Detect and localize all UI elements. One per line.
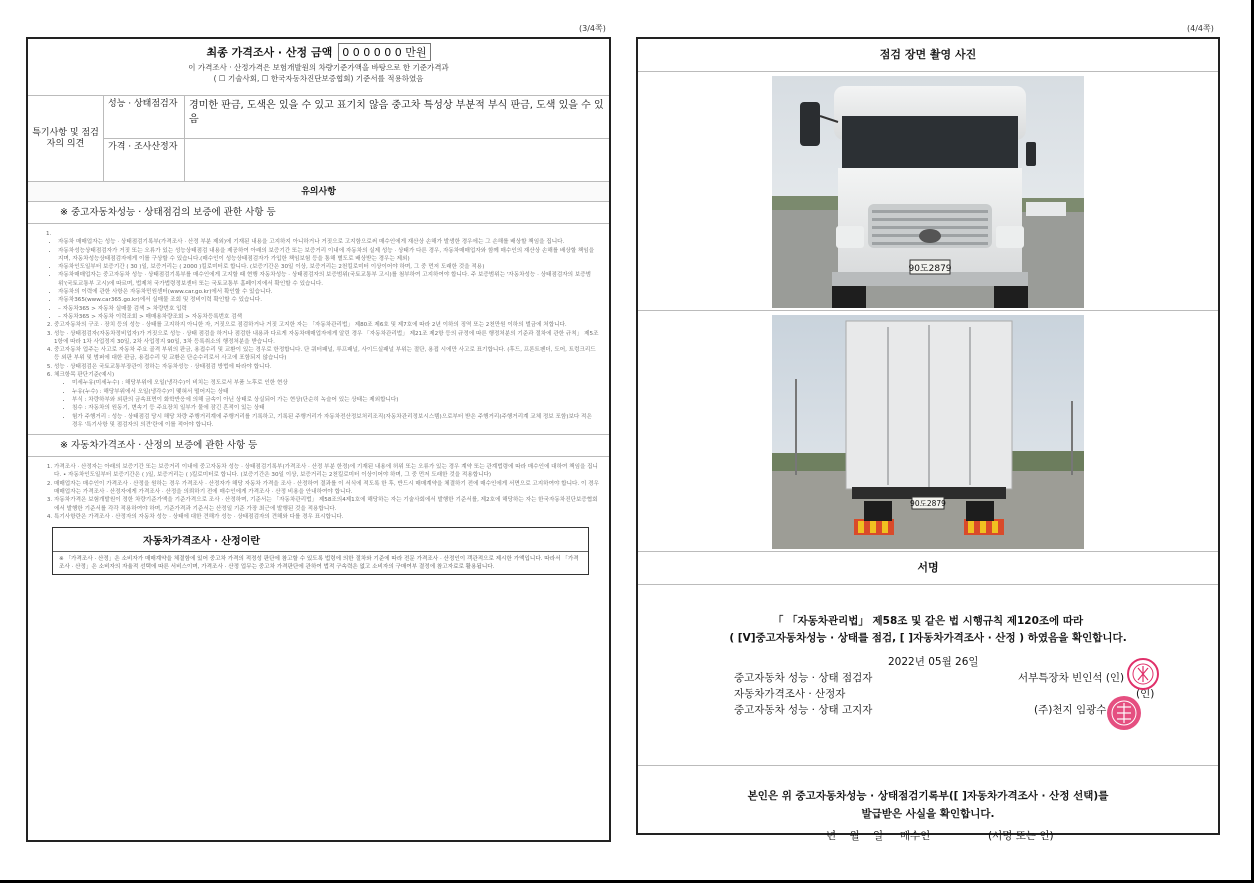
front-photo-cell xyxy=(638,72,1218,311)
final-price-section xyxy=(28,39,609,96)
criteria-item: • 부식 : 차량하부와 외판의 금속표면이 화학반응에 의해 금속이 아닌 상태로 상실되어 가는 현상(단순히 녹슬어 있는 상태는 제외합니다) xyxy=(72,396,599,404)
rear-photo-cell xyxy=(638,311,1218,552)
law-reference: 「 「자동차관리법」 제58조 및 같은 법 시행규칙 제120조에 따라 xyxy=(772,615,1084,627)
final-price-title: 최종 가격조사 · 산정 금액 xyxy=(206,46,333,59)
page-number-left: (3/4쪽) xyxy=(579,24,606,33)
signer-role-inspector: 중고자동차 성능 · 상태 점검자 xyxy=(734,672,873,684)
notice-bullet: • 자동차 매매업자는 성능 · 상태점검기록부(가격조사 · 산정 부분 제외)에 기재된 내용을 고지하지 아니하거나 거짓으로 고지함으로써 매수인에게 재산상 손해가 발생한 경우에는 그 손해를 배상할 책임을 집니다. xyxy=(58,238,599,246)
truck-rear-photo xyxy=(772,315,1084,549)
section1-item1-number: 1. xyxy=(46,231,52,237)
price-notice-item: 4. 특기사항란은 가격조사 · 산정자의 자동차 성능 · 상태에 대한 견해가 성능 · 상태점검자의 견해와 다를 경우 표시합니다. xyxy=(54,513,599,521)
receipt-confirmation xyxy=(638,766,1218,842)
section1-items xyxy=(42,321,599,379)
inspection-notes-panel xyxy=(26,37,611,842)
notice-item: 2. 중고자동차의 구조 · 장치 등의 성능 · 상태를 고지하지 아니한 자, 거짓으로 점검하거나 거짓 고지한 자는 「자동차관리법」 제80조 제6호 및 제7호에 따라 2년 이하의 징역 또는 2천만원 이하의 벌금에 처합니다. xyxy=(54,321,599,329)
signer-role-appraiser: 자동차가격조사 · 산정자 xyxy=(734,688,846,700)
appraiser-opinion-text xyxy=(185,139,609,181)
section1-bullets xyxy=(42,238,599,321)
signer-name-appraiser: (인) xyxy=(1136,688,1155,700)
rear-plate-number: 90도2879 xyxy=(910,499,946,508)
signer-name-notifier: (주)천지 임광수 xyxy=(1034,704,1107,716)
signer-name-inspector: 서부특장차 빈인석 (인) xyxy=(1018,672,1125,684)
photo-section-title: 점검 장면 촬영 사진 xyxy=(638,39,1218,72)
criteria-item: • 누유(누수) : 해당부위에서 오일(냉각수)이 맺혀서 떨어지는 상태 xyxy=(72,388,599,396)
notice-bullet: • 자동차의 이력에 관한 사항은 자동차민원센터(www.car.go.kr)에서 확인할 수 있습니다. xyxy=(58,288,599,296)
criteria-item: • 험가 주행거리 : 성능 · 상태점검 당시 해당 차량 주행거리계에 주행거리를 기록하고, 기록된 주행거리가 자동차전산정보처리조직(자동차관리정보시스템)으로부터 받은 주행거리(주행거리계 교체 정보 포함)보다 적은 경우 '특기사항 및 점검자의 의견'란에 이를 적어야 합니다. xyxy=(72,413,599,430)
appraiser-opinion-label: 가격 · 조사산정자 xyxy=(104,139,185,181)
criteria-item: • 미세누유(미세누수) : 해당부위에 오일(냉각수)이 비치는 정도로서 부품 노후로 인한 현상 xyxy=(72,379,599,387)
notice-item: 5. 성능 · 상태점검은 국토교통부장관이 정하는 자동차성능 · 상태점검 방법에 따라야 합니다. xyxy=(54,363,599,371)
inspection-confirm-line: ( [V]중고자동차성능 · 상태를 점검, [ ]자동차가격조사 · 산정 ) 하였음을 확인합니다. xyxy=(729,632,1127,644)
section2-title: ※ 자동차가격조사 · 산정의 보증에 관한 사항 등 xyxy=(28,435,609,457)
notice-bullet: • 자동차매매업자는 중고자동차 성능 · 상태점검기록부를 매수인에게 고지할 때 현행 자동차성능 · 상태점검자의 보증범위(국토교통부 고시)를 첨부하여 고지하여야 합니다. 주 보증범위는 '자동차성능 · 상태점검자의 보증범위'(국토교통부 고시)에 따르며, 법제처 국가법령정보센터 또는 국토교통부 홈페이지에서 확인할 수 있습니다. xyxy=(58,271,599,288)
photo-signature-panel xyxy=(636,37,1220,842)
notice-bullet: • – 자동차365 > 자동차 실매물 검색 > 차량번호 입력 xyxy=(58,305,599,313)
notice-bullet: • – 자동차365 > 자동차 이력조회 > 매매용차량조회 > 자동차등록번호 검색 xyxy=(58,313,599,321)
inspector-opinion-label: 성능 · 상태점검자 xyxy=(104,96,185,138)
final-price-note-2: ( ☐ 기술사회, ☐ 한국자동차진단보증협회) 기준서를 적용하였음 xyxy=(213,73,424,83)
price-notice-item: 1. 가격조사 · 산정자는 아래의 보증기간 또는 보증거리 이내에 중고자동차 성능 · 상태점검기록부(가격조사 · 산정 부분 한정)에 기재된 내용에 허위 또는 오류가 있는 경우 계약 또는 관계법령에 따라 매수인에 대하여 책임을 집니다. • 자동차인도일부터 보증기간은 ( )일, 보증거리는 ( )킬로미터로 합니다. (보증기간은 30일 이상, 보증거리는 2천킬로미터 이상이어야 하며, 그 중 먼저 도래한 것을 적용합니다) xyxy=(54,463,599,480)
signature-section-title: 서명 xyxy=(638,552,1218,585)
section2-body xyxy=(28,457,609,521)
inspector-seal-stamp xyxy=(1126,657,1160,691)
special-remarks-label: 특기사항 및 점검자의 의견 xyxy=(28,96,104,181)
section2-items xyxy=(42,463,599,521)
special-remarks-section xyxy=(28,96,609,182)
section1-criteria xyxy=(42,379,599,429)
price-definition-title: 자동차가격조사 · 산정이란 xyxy=(53,528,588,552)
section1-body xyxy=(28,224,609,435)
final-price-note-1: 이 가격조사 · 산정가격은 보험개발원의 차량기준가액을 바탕으로 한 기준가격과 xyxy=(188,63,449,72)
notice-item: 6. 체크항목 판단기준(예시) xyxy=(54,371,599,379)
price-notice-item: 3. 자동차가격은 보험개발원이 정한 차량기준가액을 기준가격으로 조사 · 산정하며, 기준서는 「자동차관리법」 제58조의4제1호에 해당하는 자는 기술사회에서 발행한 기준서를, 제2호에 해당하는 자는 한국자동차진단보증협회에서 발행한 기준서를 각각 적용하여야 하며, 기준가격과 기준서는 산정일 기준 가장 최근에 발행된 것을 적용합니다. xyxy=(54,496,599,513)
notice-bullet: • 자동차성능상태점검자가 거짓 또는 오류가 있는 성능상태점검 내용을 제공하여 아래의 보증기간 또는 보증거리 이내에 자동차의 실제 성능 · 상태가 다른 경우, 자동차매매업자와 함께 매수인의 재산상 손해를 배상할 책임을 지며, 자동차성능상태점검자에게 이를 구상할 수 있습니다.(매수인이 성능상태점검자가 가입한 책임보험 등을 통해 별도로 배상받는 경우는 제외) xyxy=(58,247,599,264)
notice-title: 유의사항 xyxy=(28,182,609,202)
buyer-signature: (서명 또는 인) xyxy=(988,830,1054,842)
receipt-line-2: 발급받은 사실을 확인합니다. xyxy=(861,808,995,820)
buyer-date-line: 년 월 일 매수인 xyxy=(826,830,931,842)
notice-item: 3. 성능 · 상태점검자(자동차정비업자)가 거짓으로 성능 · 상태 점검을 하거나 점검한 내용과 다르게 자동차매매업자에게 알린 경우 「자동차관리법」 제21조 제2항 등의 규정에 따른 행정처분의 기준과 절차에 관한 규칙」 제5조 1항에 따라 1차 사업정지 30일, 2차 사업정지 90일, 3차 등록취소의 행정처분을 받습니다. xyxy=(54,330,599,347)
page-number-right: (4/4쪽) xyxy=(1187,24,1214,33)
front-plate-number: 90도2879 xyxy=(908,264,952,274)
notice-item: 4. 중고자동차 업주는 사고로 자동차 주요 골격 부위의 판금, 용접수리 및 교환이 있는 경우로 한정합니다. 단 쿼터패널, 루프패널, 사이드실패널 부위는 절단, 용접 시에만 사고로 표기합니다. (후드, 프론트펜더, 도어, 트렁크리드 등 외판 부위 및 범퍼에 대한 판금, 용접수리 및 교환은 단순수리로서 사고에 포함되지 않습니다) xyxy=(54,346,599,363)
criteria-item: • 침수 : 자동차의 원동기, 변속기 등 주요장치 일부가 물에 잠긴 흔적이 있는 상태 xyxy=(72,404,599,412)
receipt-line-1: 본인은 위 중고자동차성능 · 상태점검기록부([ ]자동차가격조사 · 산정 선택)를 xyxy=(747,790,1109,802)
price-definition-body: ※ 「가격조사 · 산정」은 소비자가 매매계약을 체결함에 있어 중고차 가격의 적정성 판단에 참고할 수 있도록 법령에 의한 절차와 기준에 따라 전문 가격조사 · 산정인이 객관적으로 제시한 가액입니다. 따라서 「가격조사 · 산정」은 소비자의 자율적 선택에 따른 서비스이며, 가격조사 · 산정 업무는 중고차 가격판단에 관하여 법적 구속력은 없고 소비자의 구매여부 결정에 참고자료로 활용됩니다. xyxy=(59,556,579,571)
inspector-opinion-text: 경미한 판금, 도색은 있을 수 있고 표기치 않음 중고차 특성상 부분적 부식 판금, 도색 있을 수 있음 xyxy=(189,100,604,125)
price-definition-box xyxy=(52,527,589,575)
signature-section xyxy=(638,585,1218,766)
section1-title: ※ 중고자동차성능 · 상태점검의 보증에 관한 사항 등 xyxy=(28,202,609,224)
signer-role-notifier: 중고자동차 성능 · 상태 고지자 xyxy=(734,704,873,716)
signature-date: 2022년 05월 26일 xyxy=(888,656,979,668)
notice-bullet: • 자동차365(www.car365.go.kr)에서 실매물 조회 및 정비이력 확인할 수 있습니다. xyxy=(58,296,599,304)
final-price-amount: 0 0 0 0 0 0 만원 xyxy=(338,43,430,61)
dealer-seal-stamp xyxy=(1104,693,1144,733)
notice-bullet: • 자동차인도일부터 보증기간 ( 30 )일, 보증거리는 ( 2000 )킬로미터로 합니다. (보증기간은 30일 이상, 보증거리는 2천킬로미터 이상이어야 하며, 그 중 먼저 도래한 것을 적용) xyxy=(58,263,599,271)
truck-front-photo xyxy=(772,76,1084,308)
price-notice-item: 2. 매매업자는 매수인이 가격조사 · 산정을 원하는 경우 가격조사 · 산정자가 해당 자동차 가격을 조사 · 산정하여 결과를 이 서식에 적도록 한 후, 반드시 매매계약을 체결하기 전에 매수인에게 서면으로 고지하여야 합니다. 이 경우 매매업자는 가격조사 · 산정자에게 가격조사 · 산정을 의뢰하기 전에 매수인에게 가격조사 · 산정 비용을 안내하여야 합니다. xyxy=(54,480,599,497)
